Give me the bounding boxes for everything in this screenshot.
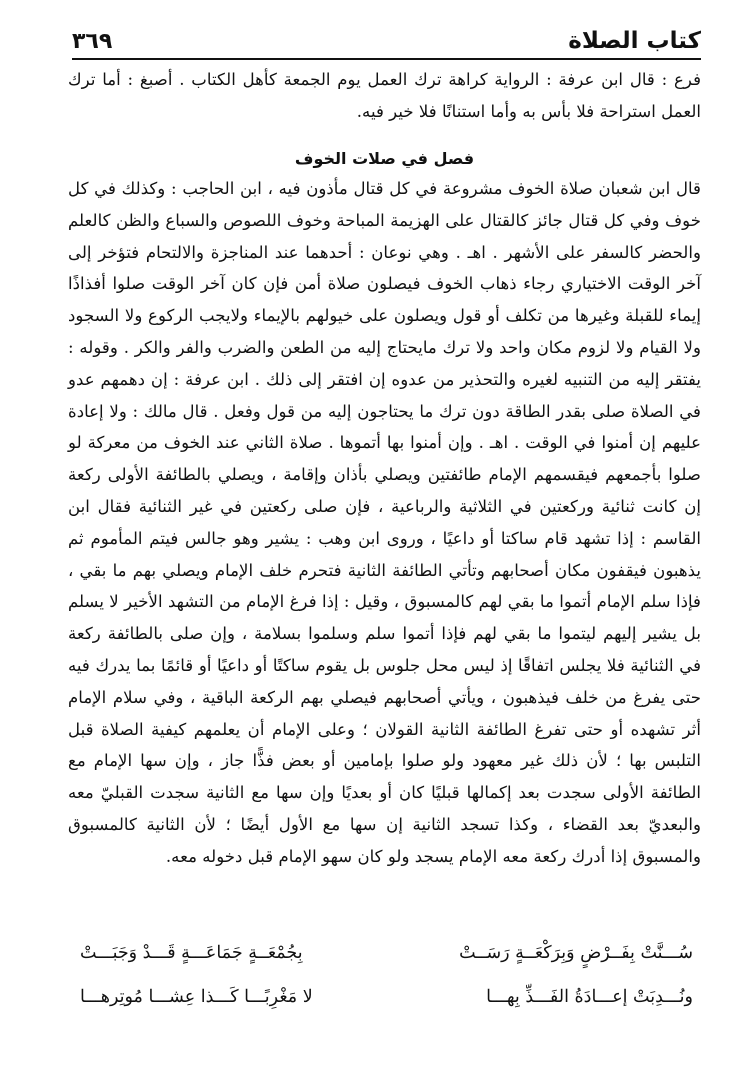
page-number: ٣٦٩ [72,29,113,54]
section-heading: فصل في صلات الخوف [294,149,475,168]
verse-line-2 [80,980,693,1014]
paragraph-main: قال ابن شعبان صلاة الخوف مشروعة في كل قتال مأذون فيه ، ابن الحاجب : وكذلك في كل خوف وفي كل قتال جائز كالقتال على الهزيمة المباحة وخوف اللصوص والسباع والظن كالعلم والحضر كالسفر على الأشهر . اهـ . وهي نوعان : أحدهما عند المناجزة والالتحام فتؤخر إلى آخر الوقت الاختياري رجاء ذهاب الخوف فيصلون صلاة أمن فإن كان آخر الوقت صلوا أفذاذًا إيماء للقبلة وغيرها من تكلف أو قول ويصلون على خيولهم بالإيماء ولايجب الركوع ولا السجود ولا القيام ولا لزوم مكان واحد ولا ترك مايحتاج إليه من الطعن والضرب والفر والكر . وقوله : يفتقر إليه من التنبيه لغيره والتحذير من عدوه إن افتقر إلى ذلك . ابن عرفة : إن دهمهم عدو في الصلاة صلى بقدر الطاقة دون ترك ما يحتاجون إليه من قول وفعل . قال مالك : ولا إعادة عليهم إن أمنوا في الوقت . اهـ . وإن أمنوا بها أتموها . صلاة الثاني عند الخوف من معركة لو صلوا بأجمعهم فيقسمهم الإمام طائفتين ويصلي بأذان وإقامة ، ويصلي بالطائفة الأولى ركعة إن كانت ثنائية وركعتين في الثلاثية والرباعية ، فإن صلى ركعتين في غير الثنائية فقال ابن القاسم : إذا تشهد قام ساكتا أو داعيًا ، وروى ابن وهب : يشير وهو جالس فيتم المأموم ثم يذهبون فيقفون مكان أصحابهم وتأتي الطائفة الثانية فتحرم خلف الإمام ويصلي بهم ما بقي ، فإذا سلم الإمام أتموا ما بقي لهم كالمسبوق ، وقيل : إذا فرغ الإمام من التشهد الأخير لا يسلم بل يشير إليهم ليتموا ما بقي لهم فإذا أتموا سلم وسلموا بسلامة ، وإن صلى بالطائفة ركعة في الثنائية فلا يجلس اتفاقًا إذ ليس محل جلوس بل يقوم ساكتًا أو داعيًا أو قائمًا بما يدرك فيه حتى يفرغ من خلف فيذهبون ، ويأتي أصحابهم فيصلي بهم الركعة الباقية ، وفي سلام الإمام أثر تشهده أو حتى تفرغ الطائفة الثانية القولان ؛ وعلى الإمام أن يعلمهم كيفية الصلاة قبل التلبس بها ؛ لأن ذلك غير معهود ولو صلوا بإمامين أو بعض فذًّا جاز ، وإن سها الإمام مع الطائفة الأولى سجدت بعد إكمالها قبليًا كان أو بعديًا وإن سها مع الثانية سجدت القبليّ معه والبعديّ بعد القضاء ، وكذا تسجد الثانية إن سها مع الأول أيضًا ؛ لأن الثانية كالمسبوق والمسبوق إذا أدرك ركعة معه الإمام يسجد ولو كان سهو الإمام قبل دخوله معه. [68,179,702,866]
verse-line-1 [80,936,693,970]
page-header [72,20,701,54]
verse-line-1-second-hemistich: بِجُمْعَــةٍ جَمَاعَـــةٍ قَـــدْ وَجَبَـــتْ [80,943,303,963]
verse-line-1-first-hemistich: سُـــنَّتْ بِفَــرْضٍ وَبِرَكْعَــةٍ رَسَــتْ [459,943,693,963]
verse-line-2-first-hemistich: ونُـــدِبَتْ إعـــادَةُ الفَـــذِّ بِهـــا [486,987,693,1007]
verse-line-2-second-hemistich: لا مَغْرِبًـــا كَـــذا عِشـــا مُوتِرهـــا [80,987,313,1007]
paragraph-far: فرع : قال ابن عرفة : الرواية كراهة ترك العمل يوم الجمعة كأهل الكتاب . أصبغ : أما ترك العمل استراحة فلا بأس به وأما استنانًا فلا خير فيه. [68,70,701,121]
header-divider [72,58,701,60]
chapter-title: كتاب الصلاة [568,28,701,54]
